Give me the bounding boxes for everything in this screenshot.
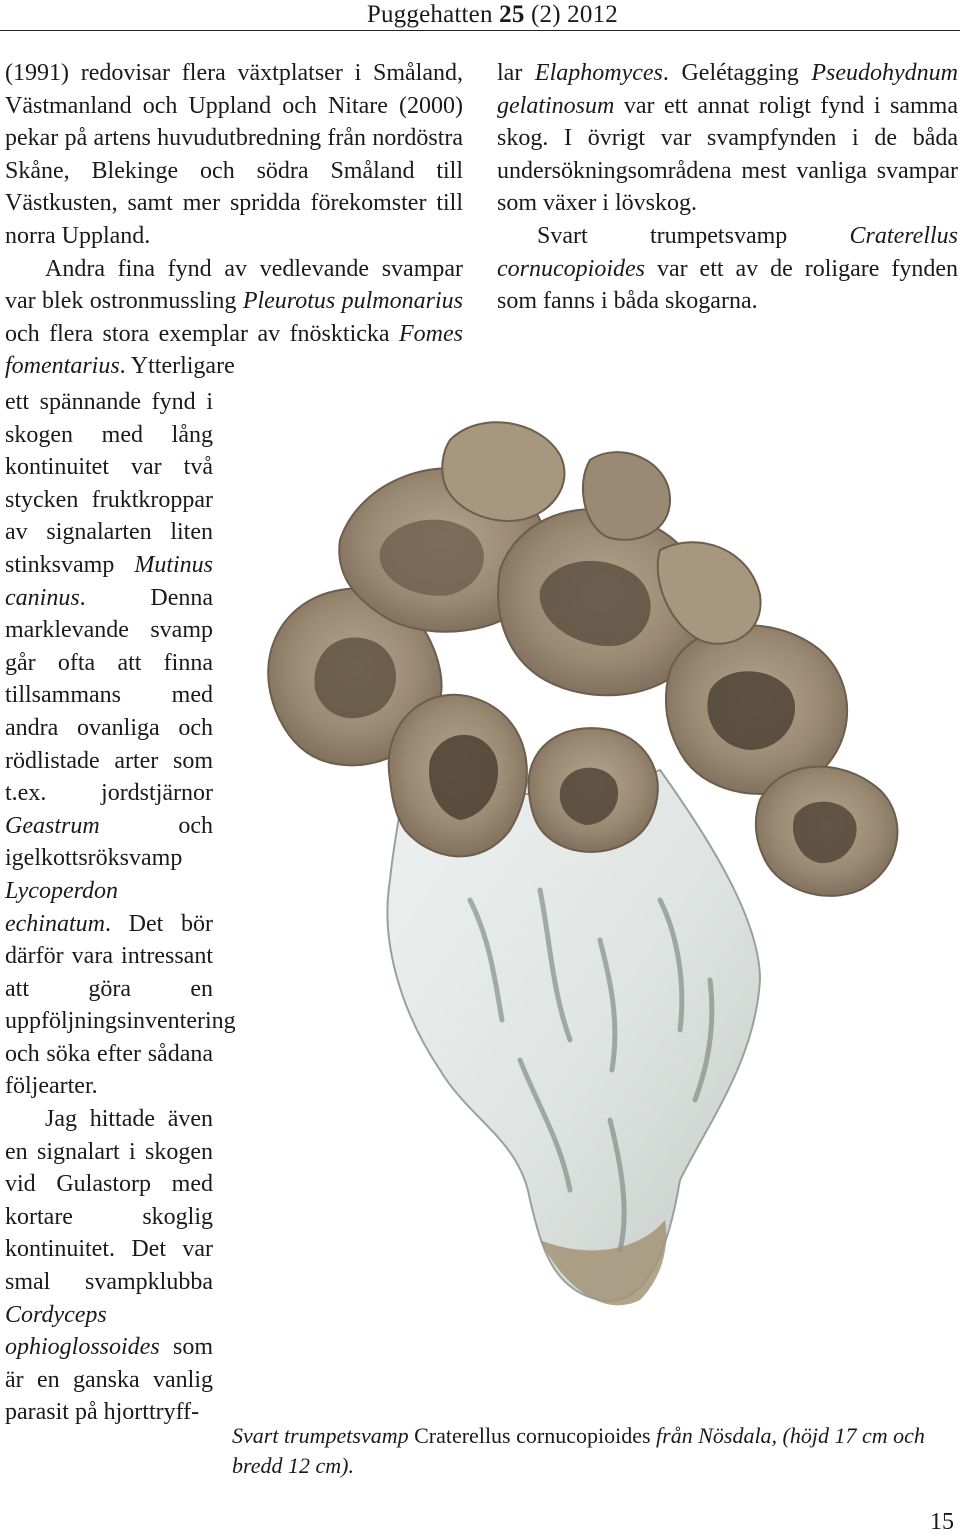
paragraph-3-text-a: Jag hittade även en signalart i skogen vid Gulastorp med kortare skoglig kontinuitet. Det var smal svampklubba — [5, 1106, 213, 1296]
species-cordyceps: Cordyceps ophioglossoides — [5, 1301, 160, 1361]
right-text-b: . Gelétagging — [662, 60, 812, 86]
paragraph-2-continued — [5, 386, 236, 1103]
paragraph-1 — [5, 57, 463, 253]
mushroom-illustration — [240, 420, 960, 1420]
species-fomes: Fomes fomentarius — [5, 320, 463, 380]
caption-text-b: från Nösdala, (höjd 17 cm och bredd 12 cm). — [232, 1423, 925, 1478]
paragraph-2 — [5, 253, 463, 383]
narrow-text-d: . Det bör därför vara intressant att göra en uppföljningsinventering och söka efter sådana följearter. — [5, 910, 236, 1100]
narrow-text-a: ett spännande fynd i skogen med lång kontinuitet var två stycken fruktkroppar av signalarten liten stinksvamp — [5, 389, 213, 578]
right-text-a: lar — [497, 60, 535, 86]
paragraph-2-text-b: och flera stora exemplar av fnöskticka — [5, 320, 400, 347]
right-paragraph-2 — [497, 220, 958, 318]
figure-caption — [232, 1421, 942, 1481]
paragraph-3 — [5, 1103, 213, 1429]
right-paragraph-1 — [497, 57, 958, 220]
left-column-top — [5, 57, 463, 383]
right-column-top — [497, 57, 958, 318]
paragraph-2-text-c: . Ytterligare — [119, 353, 235, 380]
left-column-narrow — [5, 386, 236, 1429]
right-text-d: Svart trumpetsvamp — [537, 222, 850, 249]
running-header — [367, 1, 618, 29]
journal-name: Puggehatten — [366, 1, 493, 28]
species-pseudohydnum: Pseudohydnum gelatinosum — [497, 60, 958, 119]
cap-cluster — [268, 422, 897, 896]
right-text-e: var ett av de roligare fynden som fanns i båda skogarna. — [497, 255, 958, 315]
caption-species: Craterellus cornucopioides — [414, 1423, 651, 1448]
species-pleurotus: Pleurotus pulmonarius — [242, 288, 463, 315]
species-mutinus: Mutinus caninus — [5, 551, 213, 611]
species-lycoperdon: Lycoperdon echinatum — [5, 877, 119, 937]
paragraph-2-text-a: Andra fina fynd av vedlevande svampar var blek ostronmussling — [5, 255, 463, 315]
narrow-text-c: och igelkottsröksvamp — [5, 812, 213, 872]
issue-year: (2) 2012 — [530, 1, 618, 28]
volume-number: 25 — [499, 1, 525, 28]
watercolor-craterellus — [240, 420, 960, 1420]
right-text-c: var ett annat roligt fynd i samma skog. I övrigt var svampfynden i de båda undersökningsområdena mest vanliga svampar som växer i lövskog. — [497, 92, 958, 217]
paragraph-1-text: (1991) redovisar flera växtplatser i Småland, Västmanland och Uppland och Nitare (2000) pekar på artens huvudutbredning från nordöstra Skåne, Blekinge och södra Småland till Västkusten, samt mer spridda förekomster till norra Uppland. — [5, 60, 463, 249]
species-elaphomyces: Elaphomyces — [534, 60, 663, 86]
narrow-text-b: . Denna marklevande svamp går ofta att finna tillsammans med andra ovanliga och rödlistade arter som t.ex. jordstjärnor — [5, 584, 213, 807]
caption-text-a: Svart trumpetsvamp — [232, 1423, 415, 1448]
page-header — [0, 0, 960, 31]
species-geastrum: Geastrum — [5, 812, 100, 839]
page-number: 15 — [930, 1509, 954, 1535]
paragraph-3-text-b: som är en ganska vanlig parasit på hjorttryff- — [5, 1334, 213, 1426]
species-craterellus: Craterellus cornucopioides — [497, 222, 958, 282]
